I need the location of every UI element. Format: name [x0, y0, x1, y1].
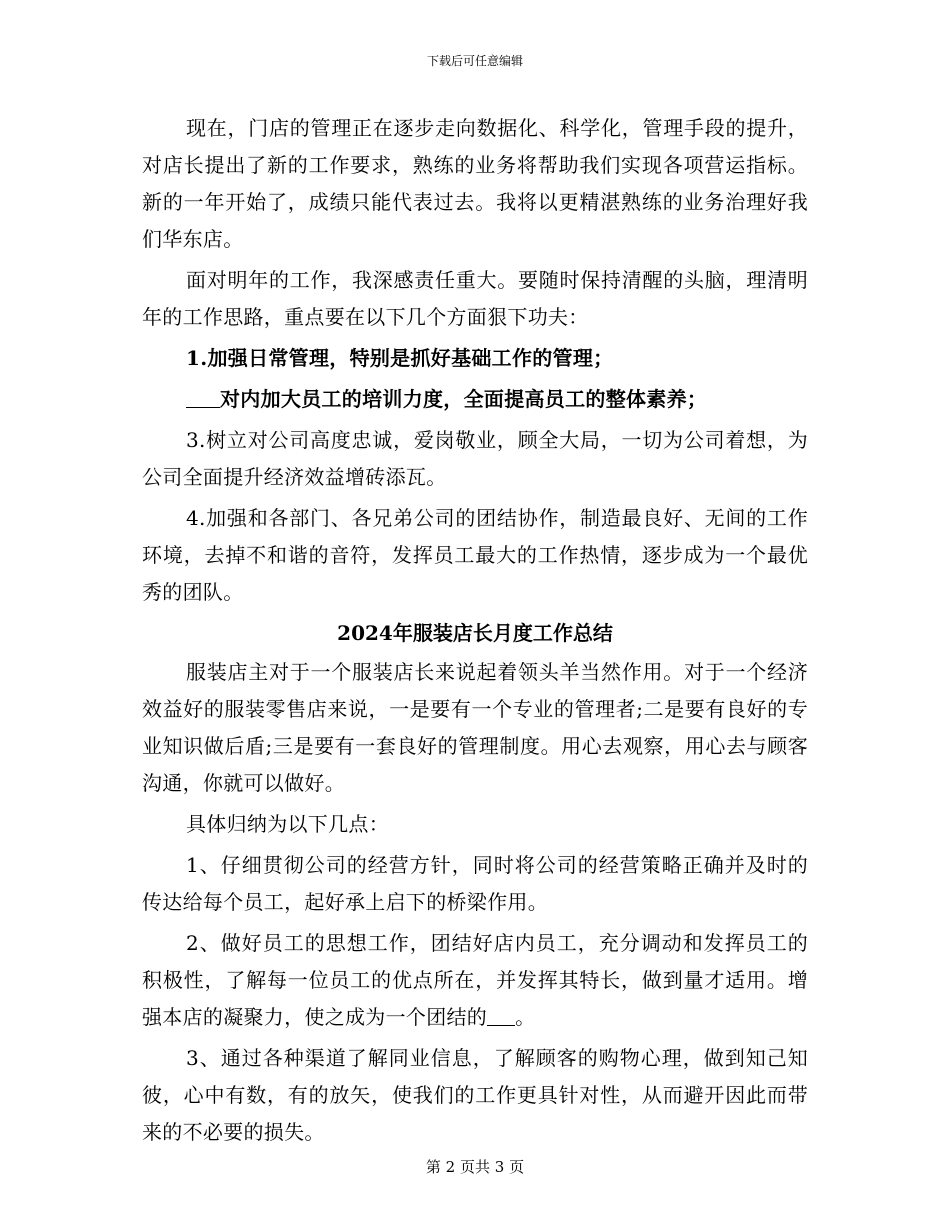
section-item-2-text: 2、做好员工的思想工作，团结好店内员工，充分调动和发挥员工的积极性，了解每一位员工的优点所在，并发挥其特长，做到量才适用。增强本店的凝聚力，使之成为一个团结的	[142, 931, 808, 1029]
section-item-3: 3、通过各种渠道了解同业信息，了解顾客的购物心理，做到知己知彼，心中有数，有的放矢，使我们的工作更具针对性，从而避开因此而带来的不必要的损失。	[142, 1046, 808, 1144]
section-item-1: 1、仔细贯彻公司的经营方针，同时将公司的经营策略正确并及时的传达给每个员工，起好承上启下的桥梁作用。	[142, 853, 808, 914]
list-item-3: 3.树立对公司高度忠诚，爱岗敬业，顾全大局，一切为公司着想，为公司全面提升经济效益增砖添瓦。	[142, 428, 808, 489]
section-item-2-end: 。	[515, 1005, 536, 1029]
section-title: 2024年服装店长月度工作总结	[337, 621, 613, 645]
blank-line	[186, 385, 220, 408]
paragraph-2: 面对明年的工作，我深感责任重大。要随时保持清醒的头脑，理清明年的工作思路，重点要在以下几个方面狠下功夫：	[142, 268, 808, 329]
document-body	[142, 110, 808, 1155]
blank-line	[487, 1003, 515, 1026]
page-number: 第 2 页共 3 页	[425, 1158, 525, 1176]
list-item-4: 4.加强和各部门、各兄弟公司的团结协作，制造最良好、无间的工作环境，去掉不和谐的音符，发挥员工最大的工作热情，逐步成为一个最优秀的团队。	[142, 506, 808, 604]
list-item-2	[142, 381, 808, 418]
section-paragraph-2: 具体归纳为以下几点：	[186, 812, 389, 836]
list-item-1: 1.加强日常管理，特别是抓好基础工作的管理；	[186, 346, 614, 370]
list-item-2-text: 对内加大员工的培训力度，全面提高员工的整体素养；	[220, 387, 708, 411]
page-header: 下载后可任意编辑	[426, 54, 523, 68]
section-item-2	[142, 925, 808, 1036]
section-paragraph-1: 服装店主对于一个服装店长来说起着领头羊当然作用。对于一个经济效益好的服装零售店来说，一是要有一个专业的管理者;二是要有良好的专业知识做后盾;三是要有一套良好的管理制度。用心去观察，用心去与顾客沟通，你就可以做好。	[142, 660, 808, 795]
paragraph-1: 现在，门店的管理正在逐步走向数据化、科学化，管理手段的提升，对店长提出了新的工作要求，熟练的业务将帮助我们实现各项营运指标。新的一年开始了，成绩只能代表过去。我将以更精湛熟练的业务治理好我们华东店。	[142, 116, 808, 251]
